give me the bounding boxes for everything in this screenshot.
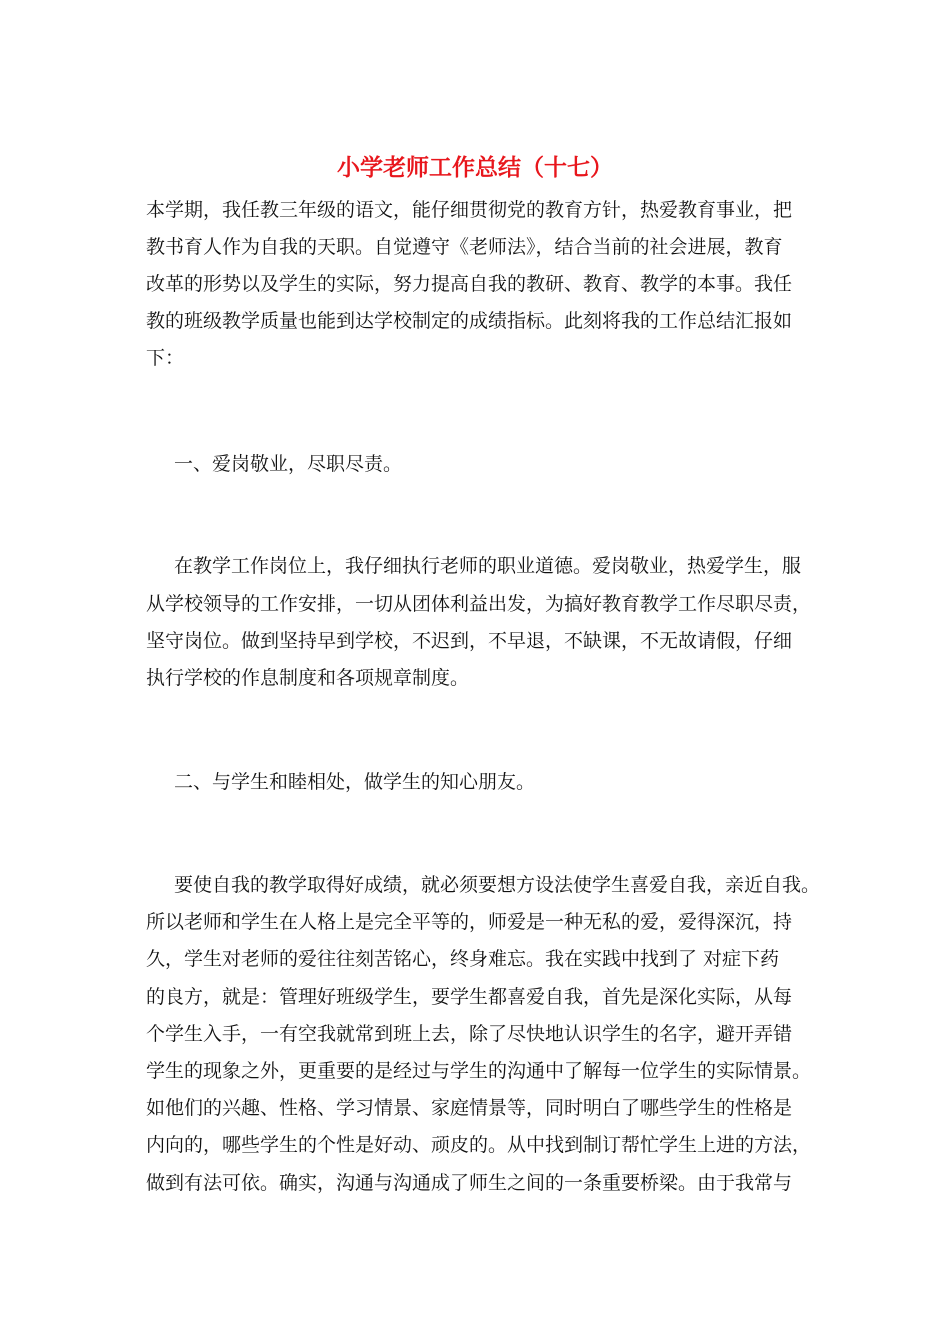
section2-line-9: 做到有法可依。确实，沟通与沟通成了师生之间的一条重要桥梁。由于我常与 [146, 1172, 793, 1194]
document-title: 小学老师工作总结（十七） [337, 154, 613, 181]
section1-line-1: 在教学工作岗位上，我仔细执行老师的职业道德。爱岗敬业，热爱学生，服 [174, 555, 802, 577]
section2-line-8: 内向的，哪些学生的个性是好动、顽皮的。从中找到制订帮忙学生上进的方法， [146, 1134, 812, 1156]
intro-line-3: 改革的形势以及学生的实际，努力提高自我的教研、教育、教学的本事。我任 [146, 273, 793, 295]
intro-line-5: 下： [146, 347, 185, 369]
section2-line-6: 学生的现象之外，更重要的是经过与学生的沟通中了解每一位学生的实际情景。 [146, 1060, 812, 1082]
section2-line-2: 所以老师和学生在人格上是完全平等的，师爱是一种无私的爱，爱得深沉，持 [146, 911, 793, 933]
section1-line-3: 坚守岗位。做到坚持早到学校，不迟到，不早退，不缺课，不无故请假，仔细 [146, 630, 793, 652]
section-heading-1: 一、爱岗敬业，尽职尽责。 [174, 453, 403, 475]
section1-line-2: 从学校领导的工作安排，一切从团体利益出发，为搞好教育教学工作尽职尽责， [146, 593, 812, 615]
intro-line-1: 本学期，我任教三年级的语文，能仔细贯彻党的教育方针，热爱教育事业，把 [146, 199, 793, 221]
section-heading-2: 二、与学生和睦相处，做学生的知心朋友。 [174, 771, 536, 793]
section2-line-1: 要使自我的教学取得好成绩，就必须要想方设法使学生喜爱自我，亲近自我。 [174, 874, 821, 896]
section2-line-4: 的良方，就是：管理好班级学生，要学生都喜爱自我，首先是深化实际，从每 [146, 986, 793, 1008]
intro-line-2: 教书育人作为自我的天职。自觉遵守《老师法》，结合当前的社会进展，教育 [146, 236, 783, 258]
section2-line-3: 久，学生对老师的爱往往刻苦铭心，终身难忘。我在实践中找到了 对症下药 [146, 948, 780, 970]
section2-line-5: 个学生入手，一有空我就常到班上去，除了尽快地认识学生的名字，避开弄错 [146, 1023, 793, 1045]
intro-line-4: 教的班级教学质量也能到达学校制定的成绩指标。此刻将我的工作总结汇报如 [146, 310, 793, 332]
section2-line-7: 如他们的兴趣、性格、学习情景、家庭情景等，同时明白了哪些学生的性格是 [146, 1097, 793, 1119]
section1-line-4: 执行学校的作息制度和各项规章制度。 [146, 667, 470, 689]
